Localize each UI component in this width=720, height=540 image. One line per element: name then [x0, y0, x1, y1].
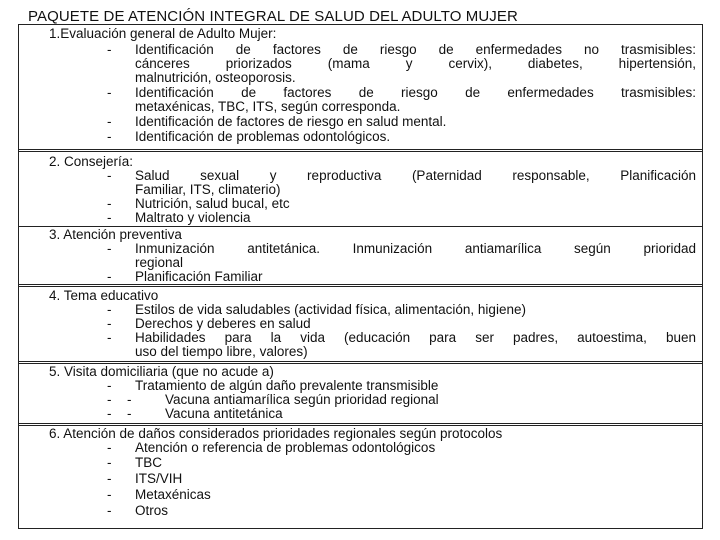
content-table — [18, 24, 703, 529]
section-1-item-1-line-1: Identificación de factores de riesgo de enfermedades no trasmisibles: — [135, 42, 696, 57]
sub-bullet: - — [127, 406, 132, 421]
bullet: - — [107, 440, 112, 455]
sub-bullet: - — [127, 392, 132, 407]
document-title: PAQUETE DE ATENCIÓN INTEGRAL DE SALUD DEL ADULTO MUJER — [28, 8, 518, 25]
bullet: - — [107, 406, 112, 421]
section-4-heading: 4. Tema educativo — [49, 288, 159, 303]
bullet: - — [107, 302, 112, 317]
section-divider — [19, 149, 702, 152]
section-4-item-3-line-1: Habilidades para la vida (educación para ser padres, autoestima, buen — [135, 330, 696, 345]
section-4-item-1: Estilos de vida saludables (actividad física, alimentación, higiene) — [135, 302, 526, 317]
section-4-item-3-line-2: uso del tiempo libre, valores) — [135, 344, 308, 359]
bullet: - — [107, 330, 112, 345]
bullet: - — [107, 471, 112, 486]
section-1-item-2-line-2: metaxénicas, TBC, ITS, según corresponda. — [135, 99, 401, 114]
bullet: - — [107, 42, 112, 57]
bullet: - — [107, 392, 112, 407]
section-6-item-2: TBC — [135, 455, 162, 470]
bullet: - — [107, 114, 112, 129]
section-1-item-4: Identificación de problemas odontológicos. — [135, 129, 391, 144]
section-5-heading: 5. Visita domiciliaria (que no acude a) — [49, 364, 274, 379]
section-6-item-3: ITS/VIH — [135, 471, 183, 486]
section-2-item-1-line-2: Familiar, ITS, climaterio) — [135, 182, 281, 197]
bullet: - — [107, 85, 112, 100]
section-1-item-3: Identificación de factores de riesgo en salud mental. — [135, 114, 447, 129]
bullet: - — [107, 269, 112, 284]
bullet: - — [107, 316, 112, 331]
section-3-heading: 3. Atención preventiva — [49, 227, 182, 242]
bullet: - — [107, 129, 112, 144]
section-6-item-5: Otros — [135, 503, 169, 518]
bullet: - — [107, 503, 112, 518]
bullet: - — [107, 455, 112, 470]
section-2-item-2: Nutrición, salud bucal, etc — [135, 196, 290, 211]
section-divider — [19, 284, 702, 287]
section-1-item-2-line-1: Identificación de factores de riesgo de enfermedades trasmisibles: — [135, 85, 696, 100]
section-2-heading: 2. Consejería: — [49, 154, 134, 169]
section-6-item-1: Atención o referencia de problemas odontológicos — [135, 440, 436, 455]
section-2-item-1-line-1: Salud sexual y reproductiva (Paternidad responsable, Planificación — [135, 168, 696, 183]
section-5-item-1: Tratamiento de algún daño prevalente transmisible — [135, 378, 439, 393]
bullet: - — [107, 196, 112, 211]
section-3-item-1-line-1: Inmunización antitetánica. Inmunización antiamarílica según prioridad — [135, 241, 696, 256]
bullet: - — [107, 487, 112, 502]
section-3-item-2: Planificación Familiar — [135, 269, 263, 284]
section-4-item-2: Derechos y deberes en salud — [135, 316, 311, 331]
bullet: - — [107, 378, 112, 393]
section-6-heading: 6. Atención de daños considerados prioridades regionales según protocolos — [49, 426, 503, 441]
section-6-item-4: Metaxénicas — [135, 487, 211, 502]
bullet: - — [107, 168, 112, 183]
section-2-item-3: Maltrato y violencia — [135, 210, 251, 225]
section-1-item-1-line-3: malnutrición, osteoporosis. — [135, 70, 296, 85]
section-3-item-1-line-2: regional — [135, 255, 184, 270]
bullet: - — [107, 210, 112, 225]
section-1-item-1-line-2: cánceres priorizados (mama y cervix), diabetes, hipertensión, — [135, 56, 696, 71]
section-5-subitem-1: Vacuna antiamarílica según prioridad regional — [165, 392, 439, 407]
section-5-subitem-2: Vacuna antitetánica — [165, 406, 283, 421]
bullet: - — [107, 241, 112, 256]
section-1-heading: 1.Evaluación general de Adulto Mujer: — [49, 26, 277, 41]
